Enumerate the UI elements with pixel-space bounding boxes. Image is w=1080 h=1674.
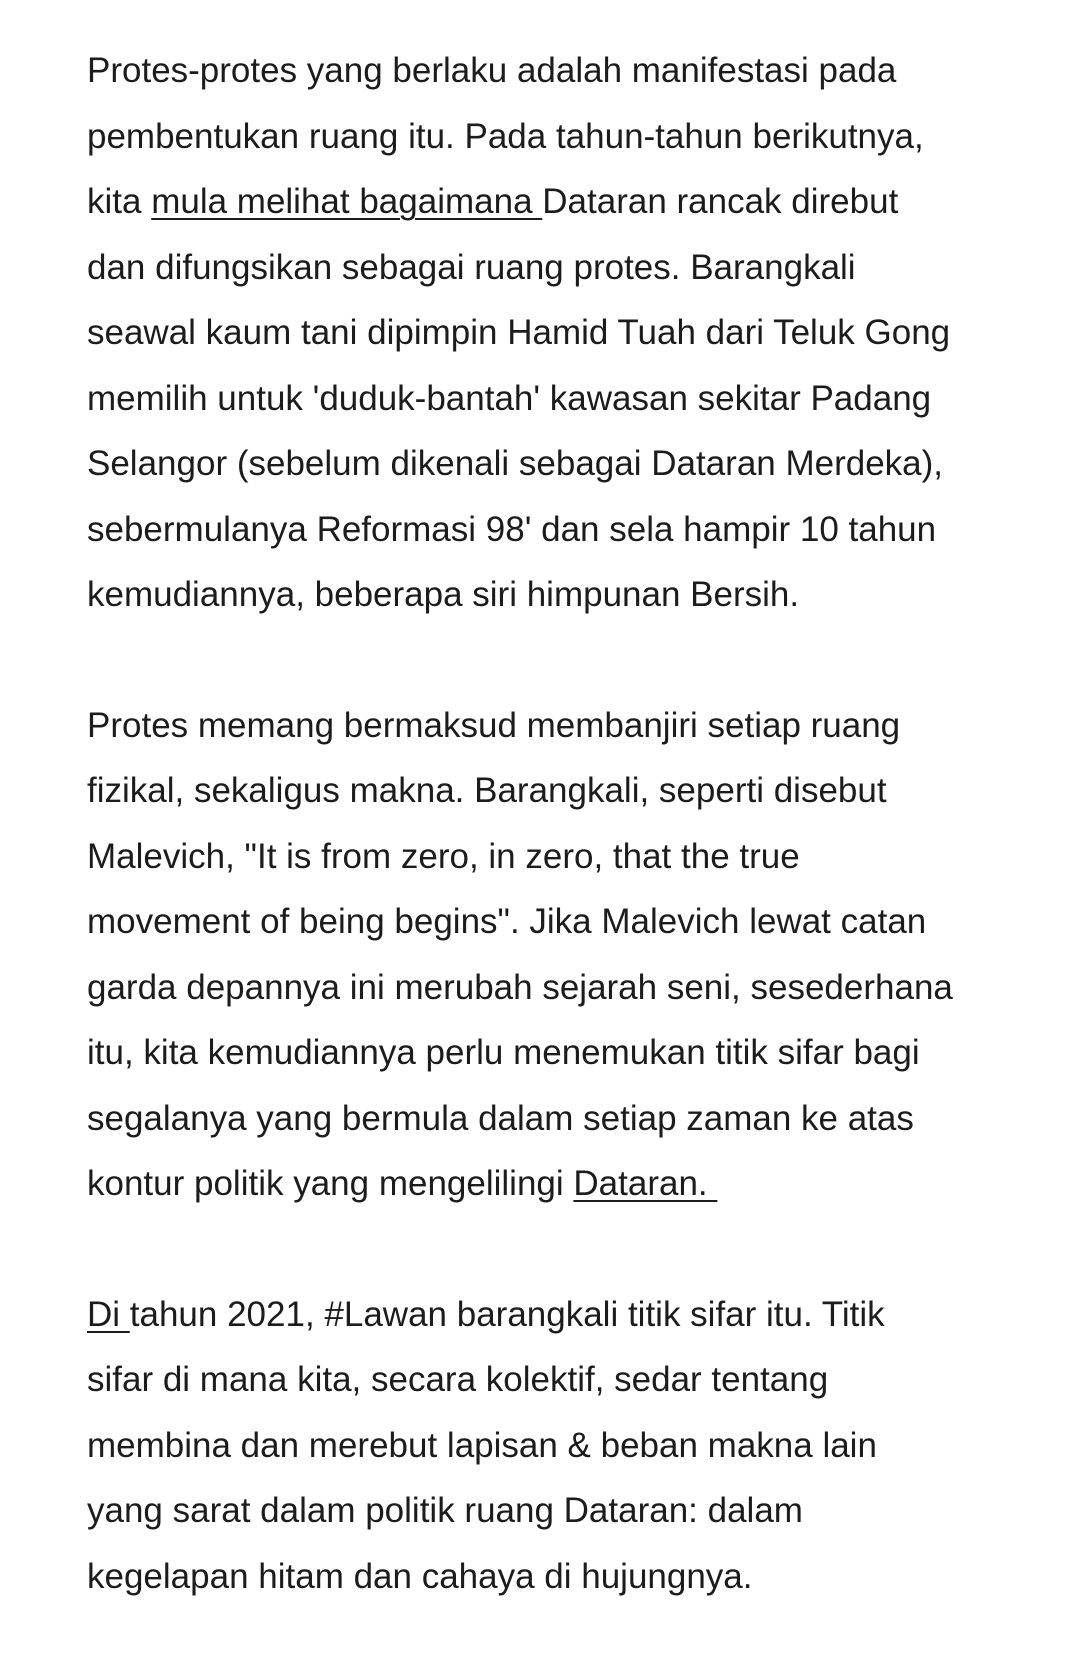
p1-line-6: memilih untuk 'duduk-bantah' kawasan sekitar Padang (87, 378, 932, 418)
p1-line-2: pembentukan ruang itu. Pada tahun-tahun berikutnya, (87, 116, 924, 156)
link-di[interactable]: Di (87, 1294, 130, 1334)
p3-line-3: membina dan merebut lapisan & beban makna lain (87, 1425, 877, 1465)
p1-line-3-before: kita (87, 182, 152, 221)
p3-line-4: yang sarat dalam politik ruang Dataran: dalam (87, 1491, 803, 1530)
p1-line-8: sebermulanya Reformasi 98' dan sela hampir 10 tahun (87, 509, 937, 549)
p2-line-7: segalanya yang bermula dalam setiap zaman ke atas (87, 1098, 914, 1138)
p2-line-5: garda depannya ini merubah sejarah seni, sesederhana (87, 967, 953, 1007)
p2-line-4: movement of being begins". Jika Malevich lewat catan (87, 902, 927, 941)
p3-line-1-after: tahun 2021, #Lawan barangkali titik sifar itu. Titik (129, 1294, 885, 1334)
p2-line-2: fizikal, sekaligus makna. Barangkali, seperti disebut (87, 771, 887, 810)
p2-line-8-before: kontur politik yang mengelilingi (87, 1164, 574, 1203)
p1-line-3 (87, 169, 1047, 235)
paragraph-3 (87, 1282, 1047, 1610)
p1-line-3-after: Dataran rancak direbut (542, 182, 899, 221)
article-body (87, 38, 1047, 1674)
p1-line-7: Selangor (sebelum dikenali sebagai Dataran Merdeka), (87, 444, 944, 483)
p1-line-1: Protes-protes yang berlaku adalah manifestasi pada (87, 51, 897, 90)
p3-line-1 (87, 1282, 1047, 1348)
p2-line-6: itu, kita kemudiannya perlu menemukan titik sifar bagi (87, 1033, 920, 1072)
p2-line-8 (87, 1151, 1047, 1217)
p3-line-5: kegelapan hitam dan cahaya di hujungnya. (87, 1556, 753, 1596)
p3-line-2: sifar di mana kita, secara kolektif, sedar tentang (87, 1360, 829, 1399)
p1-line-5: seawal kaum tani dipimpin Hamid Tuah dari Teluk Gong (87, 313, 951, 352)
link-dataran[interactable]: Dataran. (573, 1164, 718, 1203)
p2-line-1: Protes memang bermaksud membanjiri setiap ruang (87, 705, 901, 745)
p2-line-3: Malevich, "It is from zero, in zero, that the true (87, 836, 800, 876)
p1-line-9: kemudiannya, beberapa siri himpunan Bersih. (87, 575, 800, 614)
link-mula-melihat-bagaimana[interactable]: mula melihat bagaimana (151, 182, 543, 221)
paragraph-2 (87, 693, 1047, 1217)
p1-line-4: dan difungsikan sebagai ruang protes. Barangkali (87, 247, 856, 287)
paragraph-1 (87, 38, 1047, 628)
